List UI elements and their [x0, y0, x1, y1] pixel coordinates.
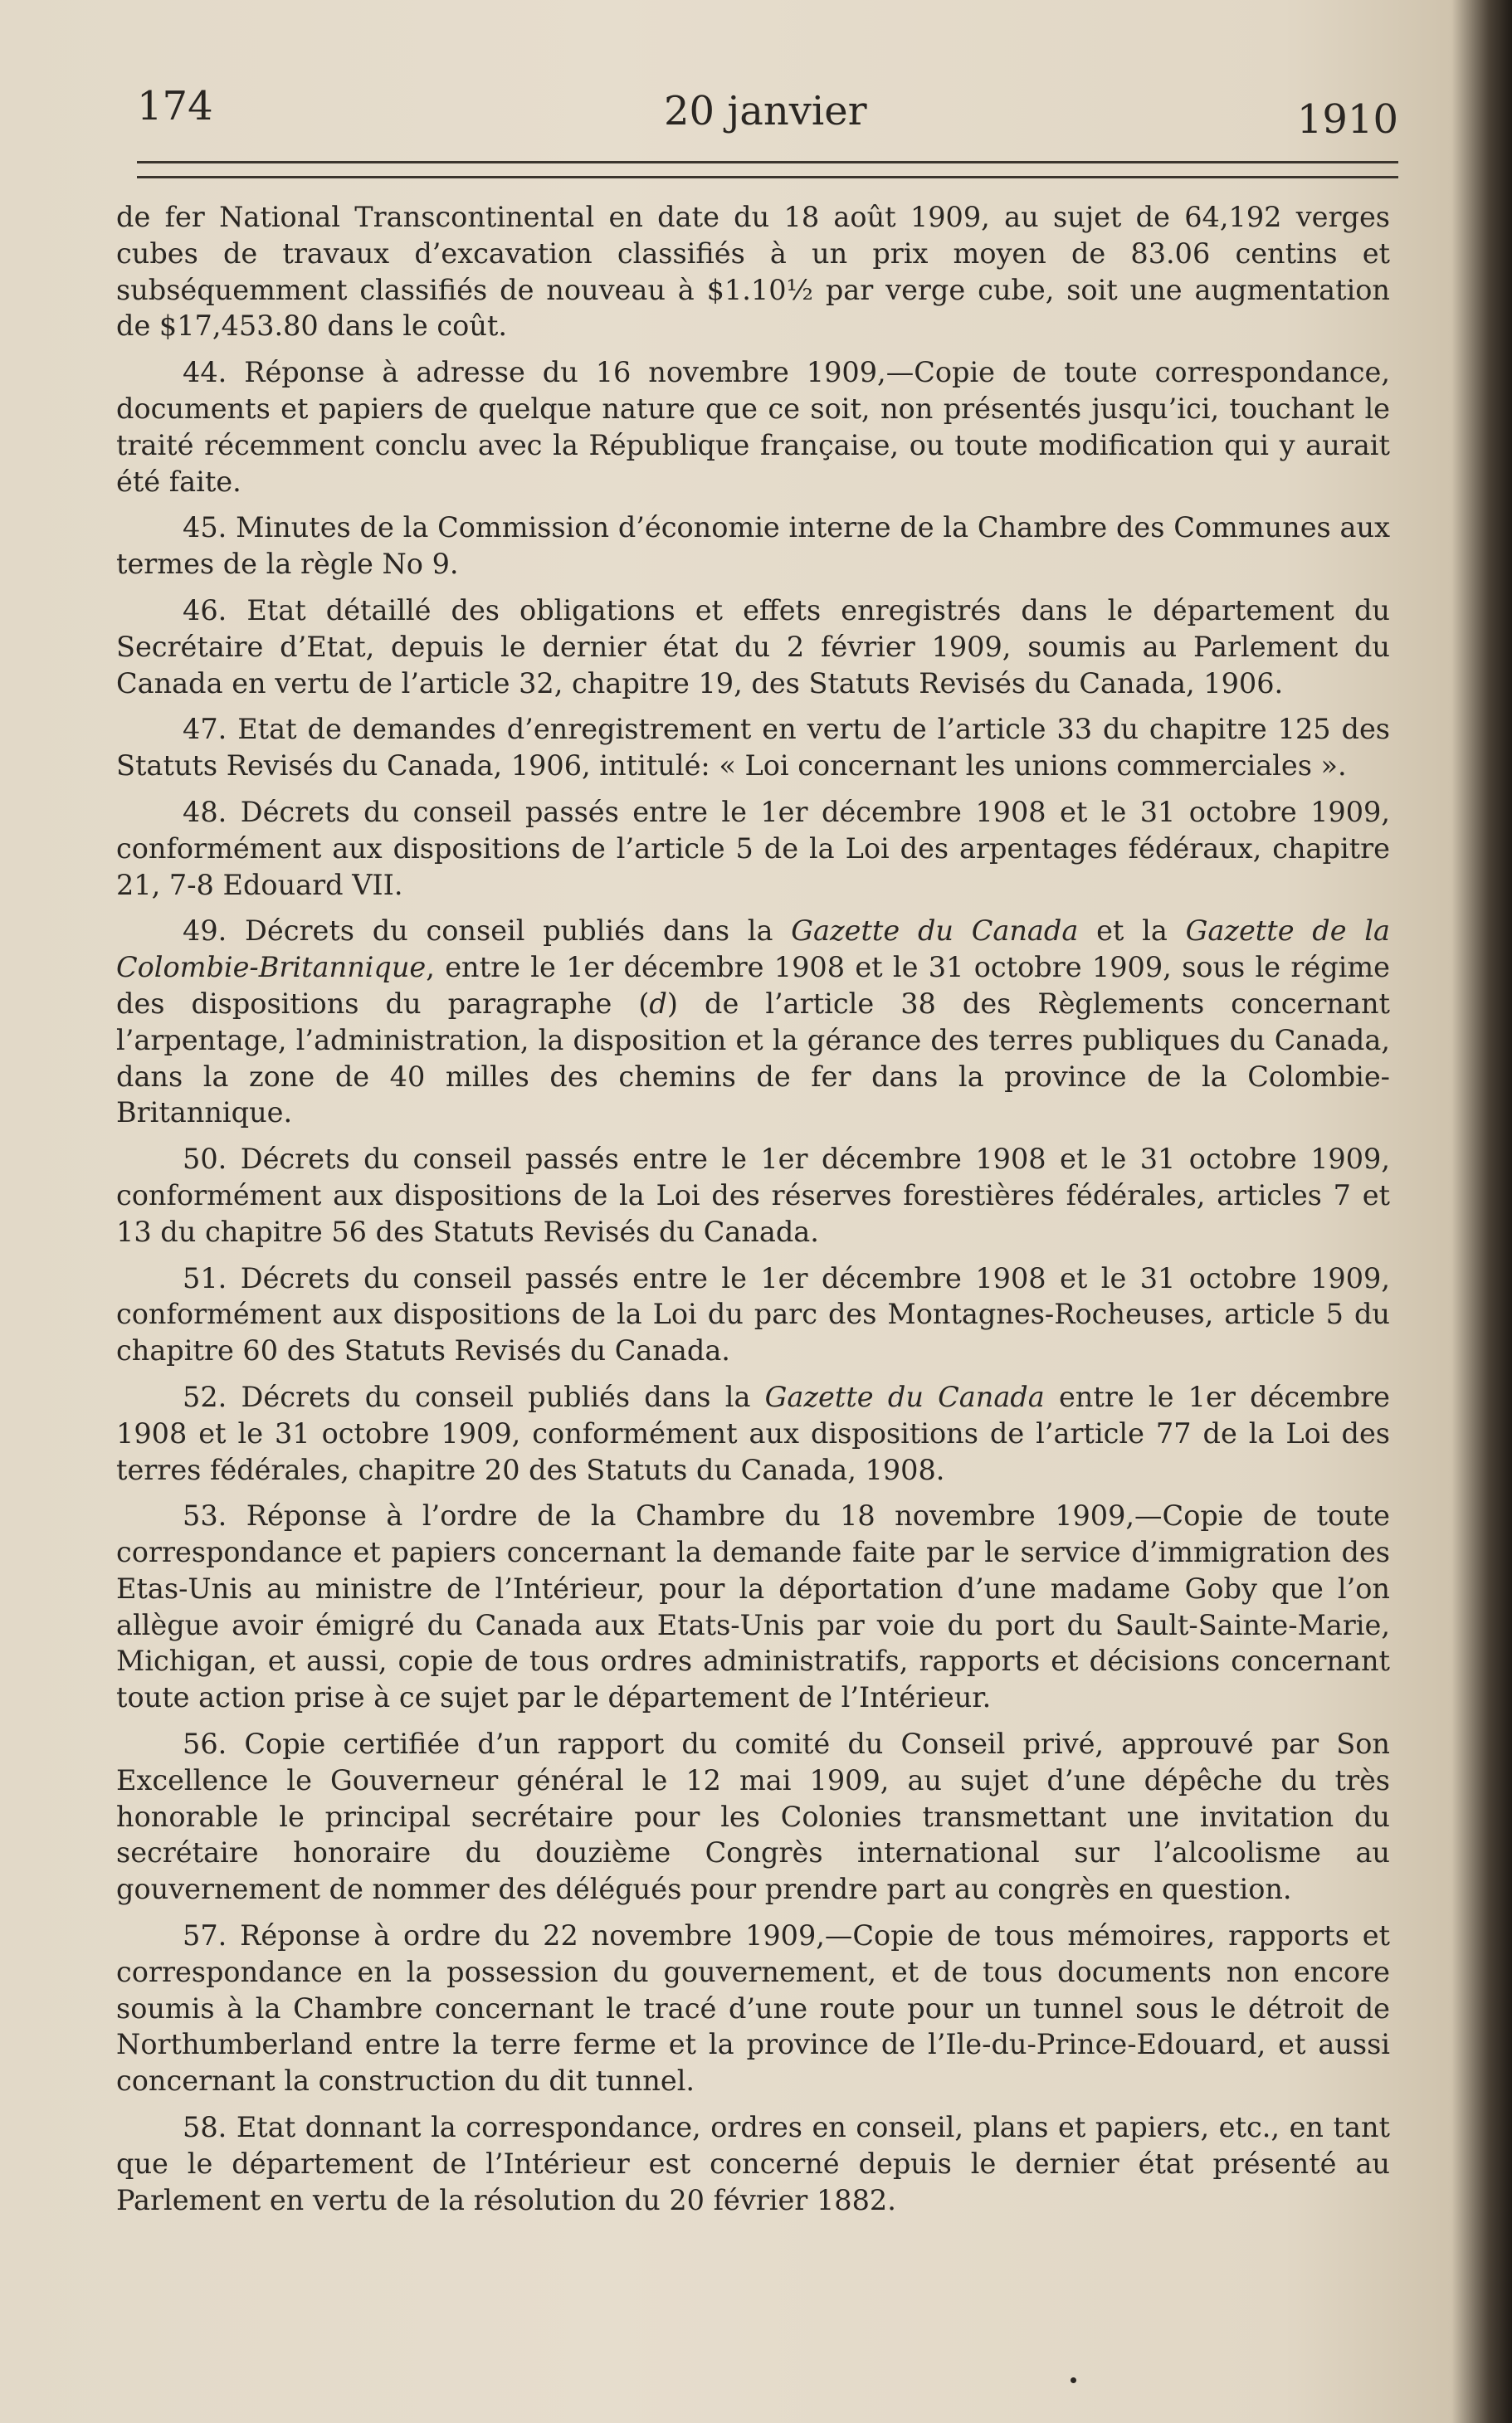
paragraph-57: 57. Réponse à ordre du 22 novembre 1909,—Copie de tous mémoires, rapports et correspondance en la possession du gouvernement, et de tous documents non encore soumis à la Chambre concernant le tracé d’une route pour un tunnel sous le détroit de Northumberland entre la terre ferme et la province de l’Ile-du-Prince-Edouard, et aussi concernant la construction du dit tunnel. [116, 1919, 1390, 2098]
paragraph-continued: de fer National Transcontinental en date du 18 août 1909, au sujet de 64,192 verges cubes de travaux d’excavation classifiés à un prix moyen de 83.06 centins et subséquemment classifiés de nouveau à $1.10½ par verge cube, soit une augmentation de $17,453.80 dans le coût. [116, 201, 1390, 343]
paragraph-58: 58. Etat donnant la correspondance, ordres en conseil, plans et papiers, etc., en tant que le département de l’Intérieur est concerné depuis le dernier état présenté au Parlement en vertu de la résolution du 20 février 1882. [116, 2111, 1390, 2216]
paragraph-52-text: 52. Décrets du conseil publiés dans la [183, 1380, 765, 1413]
paragraph-45: 45. Minutes de la Commission d’économie interne de la Chambre des Communes aux termes de la règle No 9. [116, 511, 1390, 581]
paragraph-44: 44. Réponse à adresse du 16 novembre 1909,—Copie de toute correspondance, documents et papiers de quelque nature que ce soit, non présentés jusqu’ici, touchant le traité récemment conclu avec la République française, ou toute modification qui y aurait été faite. [116, 356, 1390, 498]
running-year: 1910 [1296, 96, 1398, 143]
paragraph-56: 56. Copie certifiée d’un rapport du comité du Conseil privé, approuvé par Son Excellence le Gouverneur général le 12 mai 1909, au sujet d’une dépêche du très honorable le principal secrétaire pour les Colonies transmettant une invitation du secrétaire honoraire du douzième Congrès international sur l’alcoolisme au gouvernement de nommer des délégués pour prendre part au congrès en question. [116, 1728, 1390, 1906]
paragraph-52-text: entre le 1er décembre 1908 et le 31 octobre 1909, conformément aux dispositions de l’article 77 de la Loi des terres fédérales, chapitre 20 des Statuts du Canada, 1908. [116, 1380, 1390, 1486]
gazette-du-canada-title: Gazette du Canada [764, 1380, 1045, 1413]
paragraph-53: 53. Réponse à l’ordre de la Chambre du 18 novembre 1909,—Copie de toute correspondance et papiers concernant la demande faite par le service d’immigration des Etas-Unis au ministre de l’Intérieur, pour la déportation d’une madame Goby que l’on allègue avoir émigré du Canada aux Etats-Unis par voie du port du Sault-Sainte-Marie, Michigan, et aussi, copie de tous ordres administratifs, rapports et décisions concernant toute action prise à ce sujet par le département de l’Intérieur. [116, 1499, 1390, 1714]
print-speck [1071, 2377, 1076, 2383]
gazette-colombie-title: Gazette de la Colombie-Britannique [116, 914, 1390, 984]
gazette-du-canada-title: Gazette du Canada [791, 914, 1079, 948]
paragraph-52 [116, 1379, 1390, 1488]
paragraph-49-text: et la [1078, 914, 1186, 948]
paragraph-51: 51. Décrets du conseil passés entre le 1er décembre 1908 et le 31 octobre 1909, conformément aux dispositions de la Loi du parc des Montagnes-Rocheuses, article 5 du chapitre 60 des Statuts Revisés du Canada. [116, 1261, 1390, 1368]
paragraph-49-text: ) de l’article 38 des Règlements concernant l’arpentage, l’administration, la disposition et la gérance des terres publiques du Canada, dans la zone de 40 milles des chemins de fer dans la province de la Colombie-Britannique. [116, 987, 1390, 1129]
paragraph-46: 46. Etat détaillé des obligations et effets enregistrés dans le département du Secrétaire d’Etat, depuis le dernier état du 2 février 1909, soumis au Parlement du Canada en vertu de l’article 32, chapitre 19, des Statuts Revisés du Canada, 1906. [116, 593, 1390, 700]
paragraph-50: 50. Décrets du conseil passés entre le 1er décembre 1908 et le 31 octobre 1909, conformément aux dispositions de la Loi des réserves forestières fédérales, articles 7 et 13 du chapitre 56 des Statuts Revisés du Canada. [116, 1143, 1390, 1248]
paragraph-47: 47. Etat de demandes d’enregistrement en vertu de l’article 33 du chapitre 125 des Statuts Revisés du Canada, 1906, intitulé: « Loi concernant les unions commerciales ». [116, 713, 1390, 782]
paragraph-letter: d [649, 987, 667, 1020]
paragraph-48: 48. Décrets du conseil passés entre le 1er décembre 1908 et le 31 octobre 1909, conformément aux dispositions de l’article 5 de la Loi des arpentages fédéraux, chapitre 21, 7-8 Edouard VII. [116, 795, 1390, 901]
paragraph-49 [116, 913, 1390, 1131]
page-number: 174 [137, 83, 213, 129]
document-body [116, 199, 1390, 2228]
header-rule-bottom [137, 176, 1398, 178]
paragraph-49-text: 49. Décrets du conseil publiés dans la [183, 914, 792, 948]
paragraph-49-text: , entre le 1er décembre 1908 et le 31 octobre 1909, sous le régime des dispositions du paragraphe ( [116, 951, 1390, 1020]
header-rule-top [137, 161, 1398, 163]
running-header [137, 83, 1398, 149]
running-date: 20 janvier [664, 88, 867, 134]
